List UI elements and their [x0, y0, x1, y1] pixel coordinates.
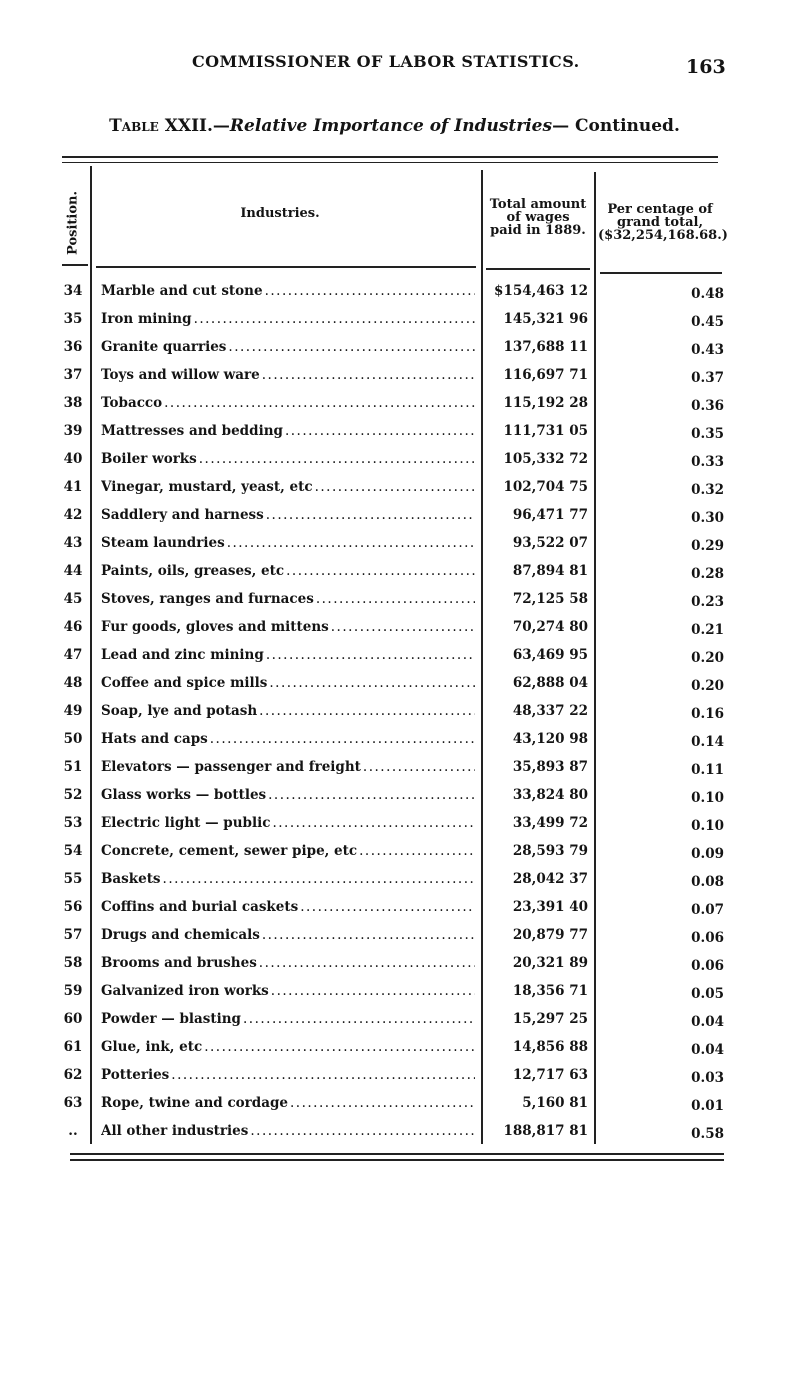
row-industry-name: Concrete, cement, sewer pipe, etc: [101, 843, 358, 859]
row-industry-name: Soap, lye and potash: [101, 703, 258, 719]
percent-header-line-2: grand total,: [617, 215, 703, 230]
row-industry-name: Galvanized iron works: [101, 983, 269, 999]
dot-leader: [315, 479, 475, 495]
row-percent: 0.07: [691, 902, 724, 918]
row-percent: 0.29: [691, 538, 724, 554]
row-position: 43: [63, 535, 83, 551]
row-position: 48: [63, 675, 83, 691]
dot-leader: [228, 339, 475, 355]
table-row: [0, 473, 789, 501]
table-row: [0, 1005, 789, 1033]
table-row: [0, 501, 789, 529]
table-row: [0, 557, 789, 585]
dot-leader: [194, 311, 475, 327]
row-percent: 0.03: [691, 1070, 724, 1086]
row-wages: 20,321 89: [512, 955, 588, 971]
dot-leader: [265, 283, 475, 299]
row-position: 36: [63, 339, 83, 355]
row-percent: 0.01: [691, 1098, 724, 1114]
row-percent: 0.48: [691, 286, 724, 302]
row-percent: 0.43: [691, 342, 724, 358]
header-rule-industries: [96, 266, 476, 268]
table-row: [0, 949, 789, 977]
wages-header-line-2: of wages: [506, 210, 570, 225]
column-header-industries: Industries.: [240, 206, 320, 221]
row-wages: 20,879 77: [512, 927, 588, 943]
dot-leader: [163, 871, 475, 887]
table-row: [0, 361, 789, 389]
percent-header-line-3: ($32,254,168.68.): [598, 228, 728, 243]
row-industry-name: Vinegar, mustard, yeast, etc: [101, 479, 313, 495]
row-wages: 48,337 22: [512, 703, 588, 719]
percent-header-line-1: Per centage of: [607, 202, 713, 217]
row-industry: [101, 787, 475, 803]
row-percent: 0.30: [691, 510, 724, 526]
page-number: 163: [686, 56, 726, 78]
row-industry-name: Drugs and chemicals: [101, 927, 260, 943]
bottom-rule-upper: [70, 1153, 724, 1155]
table-row: [0, 1117, 789, 1145]
row-wages: 70,274 80: [512, 619, 588, 635]
row-position: 47: [63, 647, 83, 663]
dot-leader: [331, 619, 475, 635]
bottom-rule-lower: [70, 1159, 724, 1161]
row-position: 53: [63, 815, 83, 831]
dot-leader: [266, 647, 475, 663]
row-wages: 111,731 05: [503, 423, 588, 439]
row-wages: 12,717 63: [512, 1067, 588, 1083]
row-industry-name: Iron mining: [101, 311, 192, 327]
row-percent: 0.28: [691, 566, 724, 582]
column-header-position-label: Position.: [65, 191, 81, 255]
row-percent: 0.33: [691, 454, 724, 470]
row-wages: 102,704 75: [503, 479, 588, 495]
row-position: 61: [63, 1039, 83, 1055]
table-row: [0, 277, 789, 305]
row-industry: [101, 675, 475, 691]
row-position: 54: [63, 843, 83, 859]
row-percent: 0.04: [691, 1014, 724, 1030]
table-row: [0, 921, 789, 949]
row-percent: 0.21: [691, 622, 724, 638]
row-industry: [101, 395, 475, 411]
row-wages: 28,042 37: [512, 871, 588, 887]
row-percent: 0.45: [691, 314, 724, 330]
table-row: [0, 333, 789, 361]
dot-leader: [259, 703, 475, 719]
row-industry: [101, 1095, 475, 1111]
row-position: 57: [63, 927, 83, 943]
dot-leader: [210, 731, 475, 747]
dot-leader: [286, 563, 475, 579]
row-position: 38: [63, 395, 83, 411]
row-percent: 0.10: [691, 818, 724, 834]
row-position: 49: [63, 703, 83, 719]
top-rule-lower: [62, 162, 718, 163]
row-position: 44: [63, 563, 83, 579]
top-rule-upper: [62, 156, 718, 158]
row-wages: 115,192 28: [503, 395, 588, 411]
row-industry: [101, 983, 475, 999]
row-wages: 14,856 88: [512, 1039, 588, 1055]
row-industry: [101, 1123, 475, 1139]
row-industry: [101, 535, 475, 551]
row-industry-name: Lead and zinc mining: [101, 647, 264, 663]
row-industry: [101, 955, 475, 971]
row-wages: 105,332 72: [503, 451, 588, 467]
row-industry: [101, 899, 475, 915]
dot-leader: [300, 899, 475, 915]
dot-leader: [359, 843, 475, 859]
row-industry: [101, 759, 475, 775]
row-position: 40: [63, 451, 83, 467]
row-wages: 18,356 71: [512, 983, 588, 999]
row-percent: 0.20: [691, 678, 724, 694]
table-row: [0, 1089, 789, 1117]
dot-leader: [271, 983, 475, 999]
column-header-wages: [484, 198, 592, 237]
row-industry: [101, 283, 475, 299]
dot-leader: [269, 675, 475, 691]
row-wages: 188,817 81: [503, 1123, 588, 1139]
table-row: [0, 865, 789, 893]
table-row: [0, 809, 789, 837]
dot-leader: [259, 955, 475, 971]
row-wages: $154,463 12: [494, 283, 588, 299]
row-wages: 23,391 40: [512, 899, 588, 915]
row-position: 52: [63, 787, 83, 803]
row-industry: [101, 871, 475, 887]
row-industry: [101, 1011, 475, 1027]
row-wages: 62,888 04: [512, 675, 588, 691]
row-position: 63: [63, 1095, 83, 1111]
row-industry-name: Coffee and spice mills: [101, 675, 268, 691]
row-industry-name: Stoves, ranges and furnaces: [101, 591, 314, 607]
row-industry: [101, 507, 475, 523]
row-industry: [101, 927, 475, 943]
column-header-percent: [598, 202, 728, 243]
row-industry-name: Marble and cut stone: [101, 283, 263, 299]
row-industry: [101, 311, 475, 327]
row-percent: 0.14: [691, 734, 724, 750]
row-percent: 0.06: [691, 958, 724, 974]
table-row: [0, 641, 789, 669]
row-industry: [101, 843, 475, 859]
row-percent: 0.37: [691, 370, 724, 386]
table-subject: Relative Importance of Industries: [229, 116, 553, 136]
row-industry-name: Powder — blasting: [101, 1011, 241, 1027]
row-position: 34: [63, 283, 83, 299]
row-industry-name: Steam laundries: [101, 535, 225, 551]
row-industry-name: Rope, twine and cordage: [101, 1095, 288, 1111]
row-wages: 87,894 81: [512, 563, 588, 579]
running-title: COMMISSIONER OF LABOR STATISTICS.: [192, 52, 580, 71]
row-position: 42: [63, 507, 83, 523]
row-percent: 0.04: [691, 1042, 724, 1058]
row-position: 39: [63, 423, 83, 439]
row-industry-name: Toys and willow ware: [101, 367, 260, 383]
row-industry-name: Baskets: [101, 871, 161, 887]
row-industry: [101, 479, 475, 495]
row-industry-name: Potteries: [101, 1067, 170, 1083]
table-row: [0, 753, 789, 781]
row-industry: [101, 1039, 475, 1055]
table-row: [0, 613, 789, 641]
header-rule-wages: [486, 268, 590, 270]
row-wages: 15,297 25: [512, 1011, 588, 1027]
row-industry: [101, 451, 475, 467]
running-head: [0, 52, 789, 82]
row-industry-name: Granite quarries: [101, 339, 227, 355]
row-position: 62: [63, 1067, 83, 1083]
row-percent: 0.23: [691, 594, 724, 610]
row-industry: [101, 703, 475, 719]
table-row: [0, 893, 789, 921]
row-position: 56: [63, 899, 83, 915]
dot-leader: [266, 507, 475, 523]
row-wages: 35,893 87: [512, 759, 588, 775]
dot-leader: [363, 759, 475, 775]
row-wages: 96,471 77: [512, 507, 588, 523]
row-industry: [101, 563, 475, 579]
row-position: 46: [63, 619, 83, 635]
row-industry-name: Mattresses and bedding: [101, 423, 283, 439]
row-industry: [101, 1067, 475, 1083]
row-position: 35: [63, 311, 83, 327]
dot-leader: [204, 1039, 475, 1055]
row-wages: 137,688 11: [503, 339, 588, 355]
row-position: 59: [63, 983, 83, 999]
row-industry-name: Brooms and brushes: [101, 955, 257, 971]
row-industry-name: Elevators — passenger and freight: [101, 759, 361, 775]
row-percent: 0.09: [691, 846, 724, 862]
wages-header-line-1: Total amount: [489, 197, 587, 212]
row-percent: 0.32: [691, 482, 724, 498]
table-title-dash: —: [212, 116, 230, 136]
dot-leader: [164, 395, 475, 411]
row-position: 37: [63, 367, 83, 383]
dot-leader: [171, 1067, 475, 1083]
row-wages: 93,522 07: [512, 535, 588, 551]
row-position: 50: [63, 731, 83, 747]
table-row: [0, 697, 789, 725]
row-industry: [101, 339, 475, 355]
header-rule-position: [62, 264, 88, 266]
row-industry-name: Boiler works: [101, 451, 197, 467]
row-position: 51: [63, 759, 83, 775]
row-percent: 0.10: [691, 790, 724, 806]
row-industry-name: Fur goods, gloves and mittens: [101, 619, 329, 635]
table-row: [0, 669, 789, 697]
column-header-position: [58, 185, 88, 261]
dot-leader: [250, 1123, 475, 1139]
row-wages: 28,593 79: [512, 843, 588, 859]
row-industry-name: Hats and caps: [101, 731, 208, 747]
table-row: [0, 1033, 789, 1061]
row-industry: [101, 423, 475, 439]
row-percent: 0.11: [691, 762, 724, 778]
table-row: [0, 417, 789, 445]
row-percent: 0.35: [691, 426, 724, 442]
dot-leader: [285, 423, 475, 439]
row-industry: [101, 731, 475, 747]
row-industry-name: Coffins and burial caskets: [101, 899, 299, 915]
row-industry-name: Glue, ink, etc: [101, 1039, 203, 1055]
row-percent: 0.36: [691, 398, 724, 414]
dot-leader: [262, 367, 475, 383]
row-position: 45: [63, 591, 83, 607]
table-row: [0, 585, 789, 613]
row-wages: 43,120 98: [512, 731, 588, 747]
row-wages: 63,469 95: [512, 647, 588, 663]
table-row: [0, 725, 789, 753]
dot-leader: [262, 927, 475, 943]
table-row: [0, 529, 789, 557]
row-wages: 72,125 58: [512, 591, 588, 607]
header-rule-percent: [600, 272, 722, 274]
row-industry: [101, 367, 475, 383]
row-position: 41: [63, 479, 83, 495]
row-percent: 0.20: [691, 650, 724, 666]
row-percent: 0.08: [691, 874, 724, 890]
row-percent: 0.05: [691, 986, 724, 1002]
table-row: [0, 837, 789, 865]
table-row: [0, 1061, 789, 1089]
row-percent: 0.58: [691, 1126, 724, 1142]
row-position: ..: [68, 1123, 78, 1139]
row-wages: 145,321 96: [503, 311, 588, 327]
dot-leader: [268, 787, 475, 803]
row-wages: 33,499 72: [512, 815, 588, 831]
row-wages: 116,697 71: [503, 367, 588, 383]
table-continued: — Continued.: [552, 116, 680, 136]
table-label: Table XXII.: [109, 116, 213, 136]
dot-leader: [290, 1095, 475, 1111]
row-position: 60: [63, 1011, 83, 1027]
row-industry: [101, 591, 475, 607]
row-industry-name: Tobacco: [101, 395, 163, 411]
dot-leader: [316, 591, 475, 607]
table-row: [0, 389, 789, 417]
row-position: 58: [63, 955, 83, 971]
table-row: [0, 305, 789, 333]
table-row: [0, 445, 789, 473]
row-industry-name: Paints, oils, greases, etc: [101, 563, 285, 579]
row-industry-name: Glass works — bottles: [101, 787, 267, 803]
table-row: [0, 977, 789, 1005]
row-industry: [101, 647, 475, 663]
row-industry-name: All other industries: [101, 1123, 249, 1139]
wages-header-line-3: paid in 1889.: [490, 223, 586, 238]
row-wages: 33,824 80: [512, 787, 588, 803]
dot-leader: [272, 815, 475, 831]
row-industry: [101, 815, 475, 831]
row-position: 55: [63, 871, 83, 887]
row-industry-name: Saddlery and harness: [101, 507, 264, 523]
row-industry: [101, 619, 475, 635]
row-percent: 0.06: [691, 930, 724, 946]
row-wages: 5,160 81: [522, 1095, 588, 1111]
row-percent: 0.16: [691, 706, 724, 722]
table-title: [0, 116, 789, 136]
row-industry-name: Electric light — public: [101, 815, 271, 831]
dot-leader: [227, 535, 475, 551]
table-row: [0, 781, 789, 809]
dot-leader: [199, 451, 475, 467]
dot-leader: [243, 1011, 475, 1027]
